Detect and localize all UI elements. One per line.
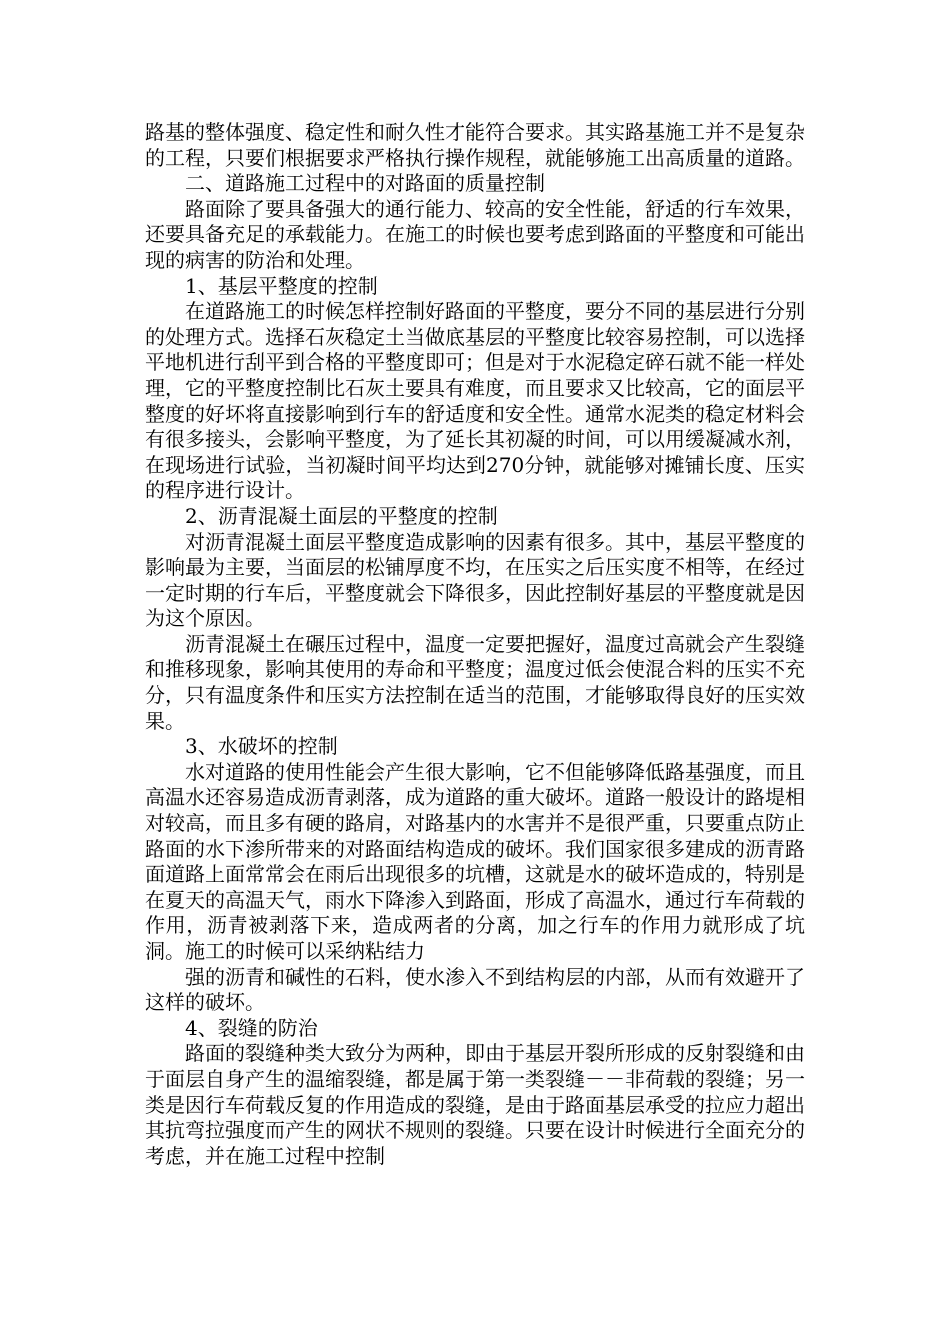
paragraph-base-flatness: 在道路施工的时候怎样控制好路面的平整度，要分不同的基层进行分别的处理方式。选择石灰稳定土当做底基层的平整度比较容易控制，可以选择平地机进行刮平到合格的平整度即可；但是对于水泥稳定碎石就不能一样处理，它的平整度控制比石灰土要具有难度，而且要求又比较高，它的面层平整度的好坏将直接影响到行车的舒适度和安全性。通常水泥类的稳定材料会有很多接头，会影响平整度，为了延长其初凝的时间，可以用缓凝减水剂，在现场进行试验，当初凝时间平均达到270分钟，就能够对摊铺长度、压实的程序进行设计。 bbox=[145, 299, 805, 503]
paragraph-water-damage: 水对道路的使用性能会产生很大影响，它不但能够降低路基强度，而且高温水还容易造成沥青剥落，成为道路的重大破坏。道路一般设计的路堤相对较高，而且多有硬的路肩，对路基内的水害并不是很严重，只要重点防止路面的水下渗所带来的对路面结构造成的破坏。我们国家很多建成的沥青路面道路上面常常会在雨后出现很多的坑槽，这就是水的破坏造成的，特别是在夏天的高温天气，雨水下降渗入到路面，形成了高温水，通过行车荷载的作用，沥青被剥落下来，造成两者的分离，加之行车的作用力就形成了坑洞。施工的时候可以采纳粘结力 bbox=[145, 759, 805, 963]
subheading-water-damage: 3、水破坏的控制 bbox=[185, 734, 338, 759]
paragraph-asphalt-compaction: 沥青混凝土在碾压过程中，温度一定要把握好，温度过高就会产生裂缝和推移现象，影响其使用的寿命和平整度；温度过低会使混合料的压实不充分，只有温度条件和压实方法控制在适当的范围，才能够取得良好的压实效果。 bbox=[145, 631, 805, 733]
subheading-crack-prevention: 4、裂缝的防治 bbox=[185, 1015, 318, 1040]
paragraph-crack-prevention: 路面的裂缝种类大致分为两种，即由于基层开裂所形成的反射裂缝和由于面层自身产生的温缩裂缝，都是属于第一类裂缝－－非荷载的裂缝；另一类是因行车荷载反复的作用造成的裂缝，是由于路面基层承受的拉应力超出其抗弯拉强度而产生的网状不规则的裂缝。只要在设计时候进行全面充分的考虑，并在施工过程中控制 bbox=[145, 1041, 805, 1168]
paragraph-water-damage-continued: 强的沥青和碱性的石料，使水渗入不到结构层的内部，从而有效避开了这样的破坏。 bbox=[145, 964, 805, 1015]
section-heading-2: 二、道路施工过程中的对路面的质量控制 bbox=[185, 171, 545, 196]
paragraph-asphalt-flatness: 对沥青混凝土面层平整度造成影响的因素有很多。其中，基层平整度的影响最为主要，当面层的松铺厚度不均，在压实之后压实度不相等，在经过一定时期的行车后，平整度就会下降很多，因此控制好基层的平整度就是因为这个原因。 bbox=[145, 529, 805, 631]
paragraph-continuation: 路基的整体强度、稳定性和耐久性才能符合要求。其实路基施工并不是复杂的工程，只要们根据要求严格执行操作规程，就能够施工出高质量的道路。 bbox=[145, 120, 805, 170]
paragraph-road-surface-intro: 路面除了要具备强大的通行能力、较高的安全性能，舒适的行车效果，还要具备充足的承载能力。在施工的时候也要考虑到路面的平整度和可能出现的病害的防治和处理。 bbox=[145, 196, 805, 272]
subheading-base-flatness: 1、基层平整度的控制 bbox=[185, 273, 378, 298]
document-page bbox=[145, 120, 805, 1169]
subheading-asphalt-flatness: 2、沥青混凝土面层的平整度的控制 bbox=[185, 503, 498, 528]
